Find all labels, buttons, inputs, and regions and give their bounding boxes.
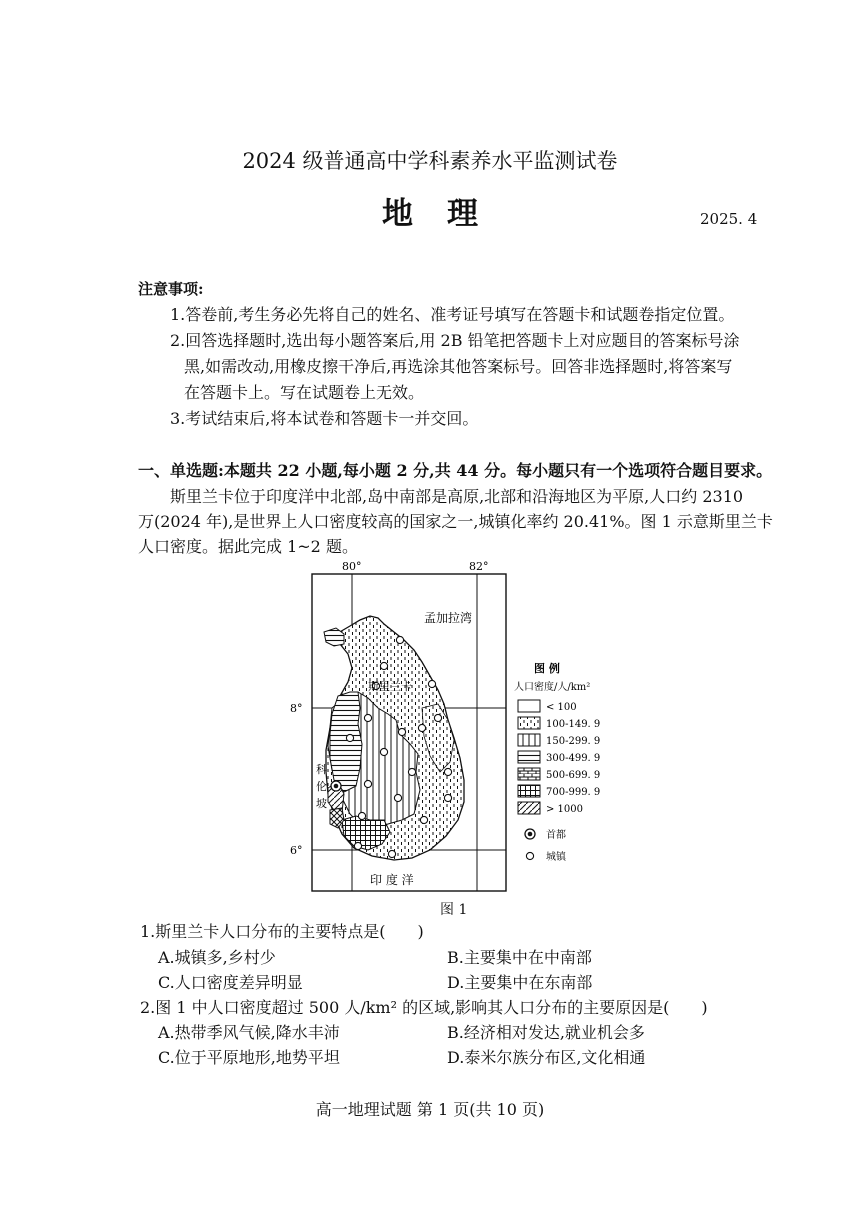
question-1-option-a: A.城镇多,乡村少	[158, 948, 276, 967]
intro-line-3: 人口密度。据此完成 1~2 题。	[138, 537, 358, 556]
question-2-option-a: A.热带季风气候,降水丰沛	[158, 1023, 340, 1042]
lon-label-82: 82°	[469, 560, 489, 573]
legend-label-1: < 100	[546, 702, 577, 713]
map-legend	[514, 661, 600, 863]
town-marker	[346, 734, 353, 741]
question-1-option-b: B.主要集中在中南部	[447, 948, 592, 967]
town-marker	[364, 780, 371, 787]
town-marker	[444, 768, 451, 775]
legend-label-6: 700-999. 9	[546, 787, 601, 798]
ocean-label: 印 度 洋	[370, 873, 414, 887]
question-2-stem: 2.图 1 中人口密度超过 500 人/km² 的区域,影响其人口分布的主要原因是( )	[140, 998, 708, 1017]
legend-label-3: 150-299. 9	[546, 736, 601, 747]
exam-date: 2025. 4	[700, 210, 758, 228]
legend-swatch-7	[518, 802, 540, 814]
question-1-stem: 1.斯里兰卡人口分布的主要特点是( )	[140, 922, 424, 941]
town-marker	[364, 714, 371, 721]
town-marker	[380, 662, 387, 669]
town-marker	[398, 728, 405, 735]
legend-label-7: > 1000	[546, 804, 584, 815]
notice-item-2: 2.回答选择题时,选出每小题答案后,用 2B 铅笔把答题卡上对应题目的答案标号涂	[170, 331, 740, 350]
notice-item-3: 3.考试结束后,将本试卷和答题卡一并交回。	[170, 409, 479, 428]
town-marker	[418, 724, 425, 731]
legend-swatch-5	[518, 768, 540, 780]
region-horizontal	[330, 692, 362, 792]
legend-swatch-2	[518, 717, 540, 729]
lat-label-6: 6°	[290, 844, 303, 857]
town-marker	[420, 816, 427, 823]
legend-swatch-1	[518, 700, 540, 712]
capital-label-1: 科	[316, 763, 327, 776]
legend-capital-label: 首都	[546, 830, 566, 841]
population-density-map	[290, 558, 628, 898]
lat-label-8: 8°	[290, 702, 303, 715]
town-marker	[434, 714, 441, 721]
town-marker	[394, 794, 401, 801]
town-marker	[428, 680, 435, 687]
notice-heading: 注意事项:	[138, 280, 204, 298]
legend-town-label: 城镇	[546, 852, 566, 863]
capital-label-2: 伦	[316, 780, 327, 793]
town-marker	[396, 636, 403, 643]
intro-line-2: 万(2024 年),是世界上人口密度较高的国家之一,城镇化率约 20.41%。图 1 示意斯里兰卡	[138, 512, 773, 531]
question-1-option-c: C.人口密度差异明显	[158, 973, 303, 992]
legend-title: 图 例	[534, 662, 560, 675]
question-1-option-d: D.主要集中在东南部	[447, 973, 593, 992]
legend-swatch-4	[518, 751, 540, 763]
legend-label-4: 300-499. 9	[546, 753, 601, 764]
legend-label-2: 100-149. 9	[546, 719, 601, 730]
country-label: 斯里兰卡	[368, 680, 412, 693]
legend-label-5: 500-699. 9	[546, 770, 601, 781]
question-2-option-c: C.位于平原地形,地势平坦	[158, 1048, 340, 1067]
town-marker	[408, 768, 415, 775]
legend-town-icon	[526, 852, 533, 859]
bay-label: 孟加拉湾	[424, 611, 473, 625]
town-marker	[388, 850, 395, 857]
section-heading: 一、单选题:本题共 22 小题,每小题 2 分,共 44 分。每小题只有一个选项符合题目要求。	[138, 461, 773, 480]
intro-line-1: 斯里兰卡位于印度洋中北部,岛中南部是高原,北部和沿海地区为平原,人口约 2310	[170, 487, 744, 506]
figure-caption: 图 1	[440, 902, 468, 918]
question-2-option-d: D.泰米尔族分布区,文化相通	[447, 1048, 646, 1067]
legend-swatch-6	[518, 785, 540, 797]
town-marker	[380, 748, 387, 755]
lon-label-80: 80°	[342, 560, 362, 573]
town-marker	[444, 794, 451, 801]
legend-unit: 人口密度/人/km²	[514, 682, 591, 693]
subject-title: 地理	[382, 196, 512, 232]
notice-item-2-cont2: 在答题卡上。写在试题卷上无效。	[184, 383, 425, 402]
notice-item-1: 1.答卷前,考生务必先将自己的姓名、准考证号填写在答题卡和试题卷指定位置。	[170, 305, 735, 324]
page-footer: 高一地理试题 第 1 页(共 10 页)	[315, 1100, 545, 1119]
notice-item-2-cont: 黑,如需改动,用橡皮擦干净后,再选涂其他答案标号。回答非选择题时,将答案写	[184, 357, 733, 376]
town-marker	[358, 812, 365, 819]
question-2-option-b: B.经济相对发达,就业机会多	[447, 1023, 645, 1042]
town-marker	[354, 842, 361, 849]
exam-title: 2024 级普通高中学科素养水平监测试卷	[242, 149, 618, 173]
legend-swatch-3	[518, 734, 540, 746]
capital-label-3: 坡	[316, 797, 327, 810]
